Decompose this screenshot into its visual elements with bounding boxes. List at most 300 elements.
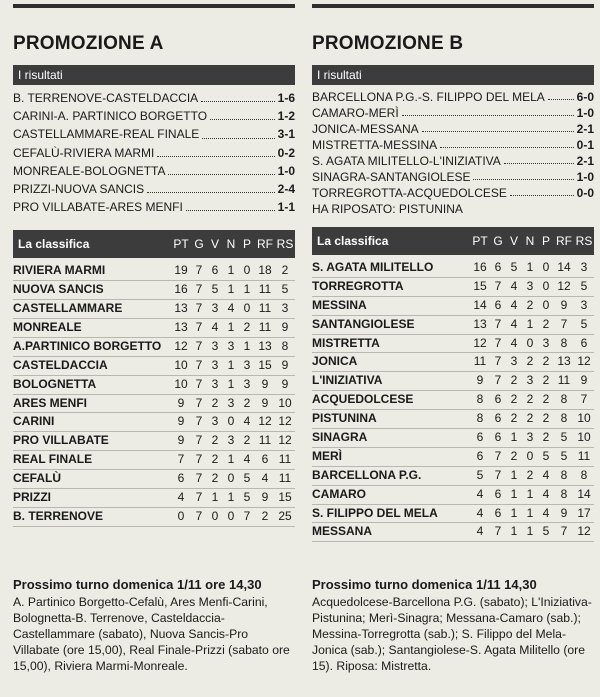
standings-table [312,259,594,542]
table-row [312,486,594,505]
table-row [13,357,295,376]
cell-p: 4 [542,467,550,482]
col-rs: RS [276,237,294,252]
cell-rf: 5 [560,430,568,445]
team-name: MESSINA [312,297,367,312]
cell-rf: 11 [258,301,272,316]
team-name: CAMARO [312,486,366,501]
cell-rs: 25 [278,508,292,523]
table-row [13,300,295,319]
cell-pt: 4 [177,490,185,504]
cell-rf: 13 [258,338,272,353]
team-name: BOLOGNETTA [13,376,97,391]
cell-pt: 4 [476,486,484,501]
cell-g: 7 [195,263,203,278]
cell-n: 1 [526,260,534,274]
cell-rf: 11 [258,319,272,334]
cell-v: 1 [211,490,219,504]
cell-pt: 13 [473,316,487,331]
cell-n: 3 [526,430,534,445]
cell-rf: 4 [261,471,269,486]
result-match: CAMARO-MERÌ [312,106,399,120]
cell-rs: 5 [580,278,588,293]
cell-g: 7 [494,373,502,388]
cell-p: 2 [542,354,550,369]
result-match: JONICA-MESSANA [312,122,419,136]
table-row [312,259,594,278]
cell-n: 3 [227,338,235,353]
cell-n: 0 [227,508,235,523]
cell-v: 2 [510,373,518,388]
cell-p: 4 [542,505,550,520]
cell-p: 5 [243,471,251,486]
cell-n: 0 [227,471,235,486]
cell-g: 6 [494,505,502,520]
cell-n: 4 [227,301,235,316]
cell-g: 7 [494,467,502,482]
cell-v: 3 [211,301,219,316]
cell-v: 1 [510,505,518,520]
top-rule [13,4,295,8]
result-row [312,153,594,169]
result-match: BARCELLONA P.G.-S. FILIPPO DEL MELA [312,90,545,104]
result-row [312,121,594,137]
next-round-a [13,577,295,674]
cell-rf: 7 [560,524,568,539]
standings-header [13,230,295,258]
cell-pt: 8 [476,392,484,407]
team-name: CEFALÙ [13,471,61,486]
cell-g: 7 [195,452,203,467]
cell-rf: 11 [557,373,571,388]
cell-rf: 8 [560,335,568,350]
results-header: I risultati [312,65,594,85]
table-row [13,432,295,451]
cell-g: 7 [494,316,502,331]
cell-rf: 18 [258,263,272,278]
col-n: N [525,234,535,248]
cell-rs: 8 [281,338,289,353]
results-list [13,89,295,216]
result-score: 2-1 [576,122,594,136]
team-name: L'INIZIATIVA [312,373,383,388]
cell-n: 1 [526,486,534,501]
result-score: 1-0 [576,170,594,184]
result-row [13,107,295,125]
cell-rf: 9 [261,490,269,504]
team-name: ARES MENFI [13,395,88,410]
team-name: RIVIERA MARMI [13,263,106,278]
cell-rf: 9 [261,376,269,391]
cell-rs: 12 [278,433,292,448]
cell-rs: 7 [580,392,588,407]
cell-g: 7 [494,278,502,293]
col-v: V [210,237,219,252]
col-rf: RF [556,234,572,248]
cell-pt: 9 [177,433,185,448]
cell-pt: 10 [174,357,188,372]
team-name: S. FILIPPO DEL MELA [312,505,438,520]
cell-g: 7 [494,335,502,350]
cell-n: 2 [526,467,534,482]
standings-title: La classifica [18,237,90,252]
cell-rs: 11 [577,448,591,463]
cell-rs: 10 [278,395,292,410]
result-score: 2-4 [277,181,295,196]
cell-g: 6 [494,411,502,426]
result-score: 0-1 [576,138,594,152]
col-pt: PT [173,237,189,252]
cell-pt: 4 [476,505,484,520]
cell-n: 2 [526,297,534,312]
result-row [312,169,594,185]
promozione-a-column [13,0,295,527]
col-pt: PT [472,234,488,248]
cell-n: 0 [526,335,534,350]
result-score: 1-6 [277,91,295,105]
table-row [312,335,594,354]
cell-n: 3 [227,433,235,448]
cell-rs: 12 [278,414,292,429]
table-row [13,489,295,508]
cell-pt: 10 [174,376,188,391]
cell-p: 4 [542,486,550,501]
cell-p: 5 [542,448,550,463]
cell-p: 2 [542,316,550,331]
cell-n: 1 [526,316,534,331]
cell-pt: 11 [473,354,487,369]
cell-n: 2 [526,392,534,407]
cell-v: 3 [211,414,219,429]
cell-n: 1 [227,490,235,504]
cell-n: 1 [526,524,534,539]
col-g: G [493,234,503,248]
section-title: PROMOZIONE B [312,33,464,54]
cell-v: 4 [510,278,518,293]
cell-p: 0 [243,263,251,278]
table-row [312,278,594,297]
next-round-title: Prossimo turno domenica 1/11 ore 14,30 [13,577,262,592]
cell-rf: 8 [560,411,568,426]
team-name: SINAGRA [312,430,368,445]
team-name: S. AGATA MILITELLO [312,260,434,274]
next-round-b [312,577,594,674]
cell-rs: 17 [577,505,591,520]
table-row [13,338,295,357]
cell-g: 6 [494,260,502,274]
cell-n: 2 [526,411,534,426]
cell-pt: 13 [174,319,188,334]
cell-p: 3 [243,357,251,372]
cell-p: 0 [243,301,251,316]
cell-rf: 8 [560,486,568,501]
cell-v: 2 [510,392,518,407]
cell-g: 7 [195,282,203,297]
cell-v: 2 [510,448,518,463]
result-score: 1-2 [277,109,295,124]
cell-rf: 5 [560,448,568,463]
standings-header [312,227,594,255]
result-match: S. AGATA MILITELLO-L'INIZIATIVA [312,154,501,168]
cell-g: 6 [494,297,502,312]
cell-rf: 9 [261,395,269,410]
results-list [312,89,594,217]
cell-rs: 11 [278,471,292,486]
cell-n: 1 [227,452,235,467]
cell-rs: 12 [577,524,591,539]
result-match: CEFALÙ-RIVIERA MARMI [13,145,155,160]
cell-pt: 8 [476,411,484,426]
cell-rs: 14 [577,486,591,501]
cell-rs: 6 [580,335,588,350]
cell-v: 2 [211,471,219,486]
cell-p: 5 [542,524,550,539]
cell-rs: 9 [281,376,289,391]
team-name: MERÌ [312,448,342,463]
table-row [13,508,295,527]
col-rf: RF [257,237,273,252]
result-row [13,125,295,143]
cell-n: 1 [227,357,235,372]
team-name: MONREALE [13,319,82,334]
cell-pt: 4 [476,524,484,539]
team-name: PISTUNINA [312,411,377,426]
team-name: CARINI [13,414,55,429]
cell-rf: 11 [258,282,272,297]
cell-rf: 12 [557,278,571,293]
cell-p: 5 [243,490,251,504]
cell-v: 0 [211,508,219,523]
cell-g: 7 [195,490,203,504]
top-rule [312,4,594,8]
table-row [312,429,594,448]
table-row [13,470,295,489]
cell-rs: 15 [278,490,292,504]
result-match: MONREALE-BOLOGNETTA [13,163,166,178]
col-p: P [242,237,251,252]
cell-rs: 5 [281,282,289,297]
cell-rf: 2 [261,508,269,523]
standings-title: La classifica [317,234,389,248]
table-row [312,448,594,467]
cell-rs: 3 [281,301,289,316]
cell-rs: 9 [281,319,289,334]
cell-v: 4 [510,297,518,312]
team-name: SANTANGIOLESE [312,316,415,331]
cell-g: 7 [195,319,203,334]
result-match: CARINI-A. PARTINICO BORGETTO [13,109,208,124]
cell-v: 3 [211,376,219,391]
cell-n: 1 [227,282,235,297]
result-match: MISTRETTA-MESSINA [312,138,438,152]
cell-n: 1 [227,319,235,334]
cell-v: 5 [211,282,219,297]
table-row [13,395,295,414]
col-rs: RS [575,234,593,248]
table-row [312,523,594,542]
cell-v: 3 [211,338,219,353]
cell-p: 3 [542,335,550,350]
cell-g: 7 [195,433,203,448]
result-row [312,185,594,201]
cell-g: 6 [494,430,502,445]
result-match: CASTELLAMMARE-REAL FINALE [13,127,200,142]
cell-pt: 9 [177,395,185,410]
cell-pt: 14 [473,297,487,312]
cell-v: 1 [510,486,518,501]
cell-pt: 7 [177,452,185,467]
cell-p: 2 [542,411,550,426]
cell-g: 7 [195,395,203,410]
next-round-title: Prossimo turno domenica 1/11 14,30 [312,577,537,592]
cell-pt: 12 [174,338,188,353]
table-row [312,353,594,372]
cell-rf: 15 [258,357,272,372]
result-score: 1-0 [277,163,295,178]
cell-p: 0 [542,278,550,293]
cell-v: 2 [510,411,518,426]
cell-n: 3 [227,395,235,410]
next-round-text: Acquedolcese-Barcellona P.G. (sabato); L'Iniziativa-Pistunina; Merì-Sinagra; Messana-Camaro (sab.); Messina-Torregrotta (sab.); S. Filippo del Mela-Jonica (sab.); Santangiolese-S. Agata Militello (ore 15). Riposa: Mistretta. [312,595,592,673]
standings-table [13,262,295,526]
cell-n: 1 [526,505,534,520]
team-name: MISTRETTA [312,335,380,350]
table-row [312,505,594,524]
cell-v: 3 [211,357,219,372]
cell-rf: 8 [560,392,568,407]
cell-v: 1 [510,467,518,482]
result-row [312,89,594,105]
team-name: JONICA [312,354,358,369]
result-row [13,144,295,162]
cell-rf: 13 [557,354,571,369]
result-score: 1-1 [277,200,295,215]
cell-rs: 12 [577,354,591,369]
result-row [13,89,295,107]
cell-rs: 11 [278,452,292,467]
table-row [13,413,295,432]
team-name: ACQUEDOLCESE [312,392,414,407]
results-header: I risultati [13,65,295,85]
cell-pt: 0 [177,508,185,523]
cell-p: 2 [542,392,550,407]
table-row [312,467,594,486]
cell-v: 4 [211,319,219,334]
cell-v: 3 [510,354,518,369]
result-match: SINAGRA-SANTANGIOLESE [312,170,471,184]
section-title: PROMOZIONE A [13,33,164,54]
cell-v: 5 [510,260,518,274]
result-row [312,201,594,217]
cell-v: 6 [211,263,219,278]
result-score: 0-2 [277,145,295,160]
result-match: PRO VILLABATE-ARES MENFI [13,200,183,215]
result-match: PRIZZI-NUOVA SANCIS [13,181,145,196]
team-name: NUOVA SANCIS [13,282,104,297]
cell-v: 4 [510,316,518,331]
cell-v: 1 [510,524,518,539]
cell-p: 1 [243,282,251,297]
cell-rf: 8 [560,467,568,482]
col-g: G [194,237,204,252]
cell-rs: 2 [281,263,289,278]
table-row [312,297,594,316]
table-row [13,281,295,300]
result-score: 2-1 [576,154,594,168]
table-row [13,319,295,338]
team-name: PRIZZI [13,490,51,504]
cell-n: 3 [526,373,534,388]
team-name: REAL FINALE [13,452,93,467]
cell-v: 2 [211,433,219,448]
team-name: PRO VILLABATE [13,433,109,448]
cell-rf: 12 [258,414,272,429]
team-name: MESSANA [312,524,373,539]
cell-rf: 14 [557,260,571,274]
cell-p: 4 [243,452,251,467]
cell-pt: 6 [476,430,484,445]
cell-p: 4 [243,414,251,429]
cell-rs: 10 [577,411,591,426]
cell-g: 7 [195,301,203,316]
cell-g: 7 [195,357,203,372]
cell-rf: 11 [258,433,272,448]
cell-pt: 12 [473,335,487,350]
cell-v: 4 [510,335,518,350]
cell-p: 2 [542,430,550,445]
cell-pt: 9 [177,414,185,429]
cell-rs: 9 [580,373,588,388]
team-name: CASTELDACCIA [13,357,108,372]
cell-pt: 15 [473,278,487,293]
cell-g: 6 [494,486,502,501]
cell-n: 1 [227,376,235,391]
col-n: N [226,237,236,252]
next-round-text: A. Partinico Borgetto-Cefalù, Ares Menfi-Carini, Bolognetta-B. Terrenove, Casteldaccia-Castellammare (sabato), Nuova Sancis-Pro Villabate (ore 15,00), Real Finale-Prizzi (sabato ore 15,00), Riviera Marmi-Monreale. [13,595,290,673]
cell-g: 7 [494,524,502,539]
cell-rs: 9 [281,357,289,372]
team-name: CASTELLAMMARE [13,301,123,316]
result-match: TORREGROTTA-ACQUEDOLCESE [312,186,507,200]
table-row [13,376,295,395]
cell-rs: 5 [580,316,588,331]
team-name: A.PARTINICO BORGETTO [13,338,162,353]
cell-v: 2 [211,395,219,410]
result-row [13,162,295,180]
cell-rf: 9 [560,297,568,312]
cell-g: 7 [195,471,203,486]
table-row [312,316,594,335]
cell-g: 7 [195,376,203,391]
cell-pt: 9 [476,373,484,388]
cell-rf: 7 [560,316,568,331]
cell-n: 1 [227,263,235,278]
cell-pt: 13 [174,301,188,316]
result-match: B. TERRENOVE-CASTELDACCIA [13,91,199,105]
result-score: 3-1 [277,127,295,142]
cell-n: 3 [526,278,534,293]
team-name: TORREGROTTA [312,278,404,293]
result-score: 6-0 [576,90,594,104]
cell-g: 7 [494,354,502,369]
cell-p: 0 [542,260,550,274]
result-row [312,137,594,153]
rest-note: HA RIPOSATO: PISTUNINA [312,202,463,216]
cell-pt: 6 [177,471,185,486]
cell-pt: 16 [473,260,487,274]
cell-v: 1 [510,430,518,445]
cell-pt: 6 [476,448,484,463]
